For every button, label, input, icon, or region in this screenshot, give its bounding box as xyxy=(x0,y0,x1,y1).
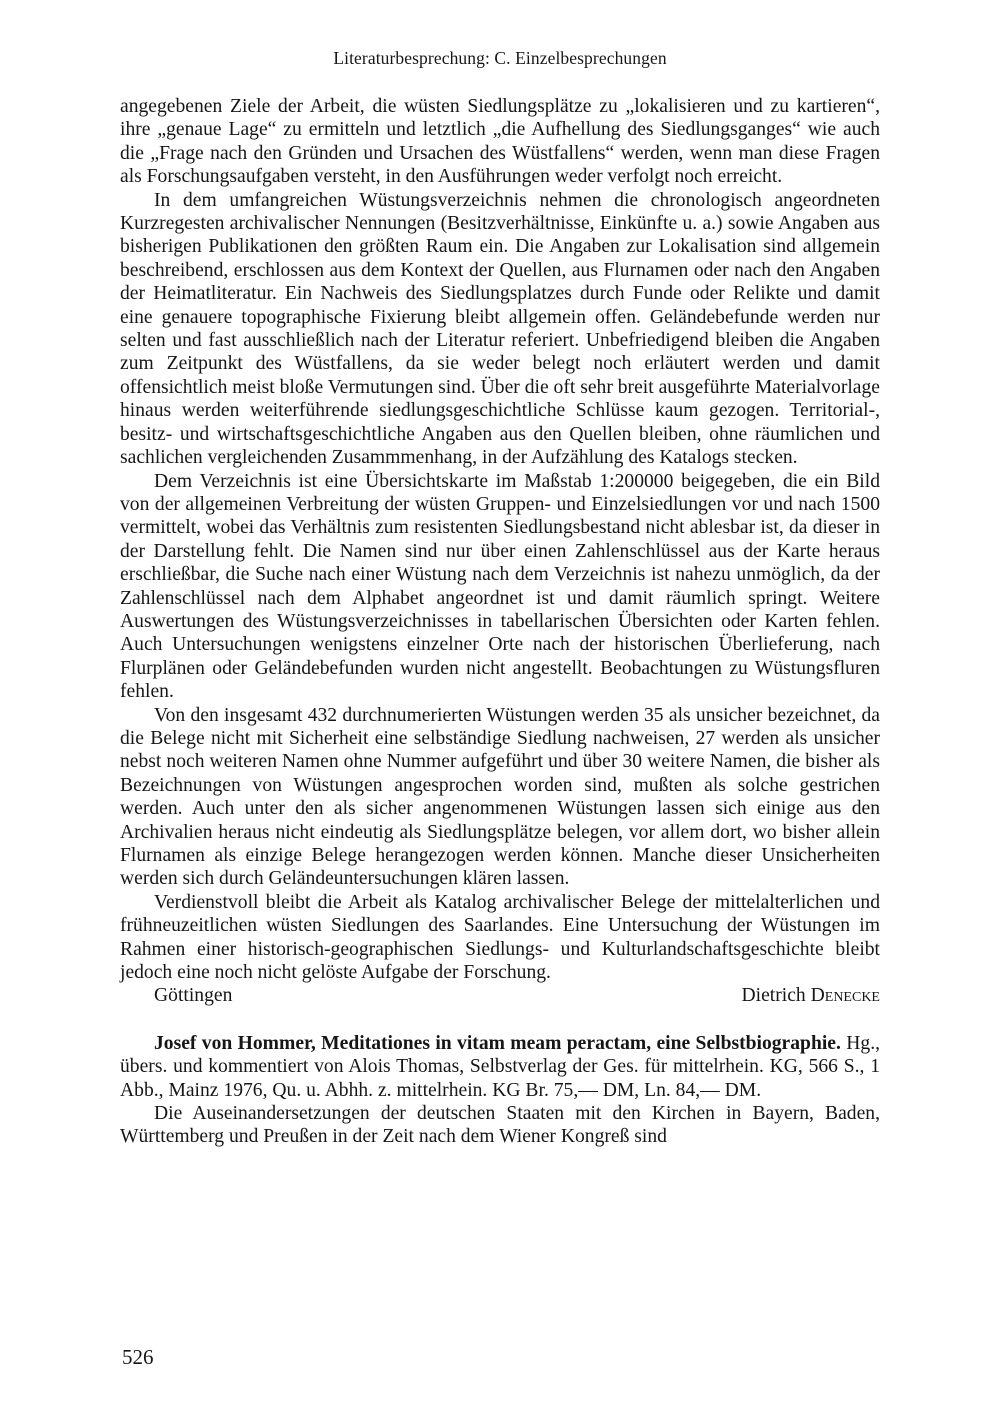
author-surname: Denecke xyxy=(810,985,880,1007)
book-bibliography: Hg., übers. und kommentiert von Alois Thomas, Selbstverlag der Ges. für mittelrhein. KG, 566 S., 1 Abb., Mainz 1976, Qu. u. Abhh. z. mittelrhein. KG Br. 75,— DM, Ln. 84,— DM. xyxy=(120,1032,880,1101)
book-title: Josef von Hommer, Meditationes in vitam meam peractam, eine Selbstbiographie. xyxy=(154,1032,841,1054)
document-page xyxy=(120,0,880,1419)
page-number: 526 xyxy=(122,1345,154,1369)
paragraph: Dem Verzeichnis ist eine Übersichtskarte im Maßstab 1:200000 beigegeben, die ein Bild von der allgemeinen Verbreitung der wüsten Gruppen- und Einzelsiedlungen vor und nach 1500 vermittelt, wobei das Verhältnis zum resistenten Siedlungsbestand nicht ablesbar ist, da dieser in der Darstellung fehlt. Die Namen sind nur über einen Zahlenschlüssel aus der Karte heraus erschließbar, die Suche nach einer Wüstung nach dem Verzeichnis ist nahezu unmöglich, da der Zahlenschlüssel nach dem Alphabet angeordnet ist und damit räumlich springt. Weitere Auswertungen des Wüstungsverzeichnisses in tabellarischen Übersichten oder Karten fehlen. Auch Untersuchungen wenigstens einzelner Orte nach der historischen Überlieferung, nach Flurplänen oder Geländebefunden wurden nicht angestellt. Beobachtungen zu Wüstungsfluren fehlen. xyxy=(120,470,880,703)
paragraph: Von den insgesamt 432 durchnumerierten Wüstungen werden 35 als unsicher bezeichnet, da die Belege nicht mit Sicherheit eine selbständige Siedlung nachweisen, 27 werden als unsicher nebst noch weiteren Namen ohne Nummer aufgeführt und über 30 weitere Namen, die bisher als Bezeichnungen von Wüstungen angesprochen worden sind, mußten als solche gestrichen werden. Auch unter den als sicher angenommenen Wüstungen lassen sich einige aus den Archivalien heraus nicht eindeutig als Siedlungsplätze belegen, vor allem dort, wo bisher allein Flurnamen als einzige Belege herangezogen werden können. Manche dieser Unsicherheiten werden sich durch Geländeuntersuchungen klären lassen. xyxy=(120,704,880,890)
signature-place: Göttingen xyxy=(154,985,233,1007)
review-entry-heading xyxy=(120,1032,880,1102)
section-gap xyxy=(120,1008,880,1032)
paragraph: In dem umfangreichen Wüstungsverzeichnis nehmen die chronologisch angeordneten Kurzregesten archivalischer Nennungen (Besitzverhältnisse, Einkünfte u. a.) sowie Angaben aus bisherigen Publikationen den größten Raum ein. Die Angaben zur Lokalisation sind allgemein beschreibend, erschlossen aus dem Kontext der Quellen, aus Flurnamen oder nach den Angaben der Heimatliteratur. Ein Nachweis des Siedlungsplatzes durch Funde oder Relikte und damit eine genauere topographische Fixierung bleibt allgemein offen. Geländebefunde werden nur selten und fast ausschließlich nach der Literatur referiert. Unbefriedigend bleiben die Angaben zum Zeitpunkt des Wüstfallens, da sie weder belegt noch erläutert werden und damit offensichtlich meist bloße Vermutungen sind. Über die oft sehr breit ausgeführte Materialvorlage hinaus werden weiterführende siedlungsgeschichtliche Schlüsse kaum gezogen. Territorial-, besitz- und wirtschaftsgeschichtliche Angaben aus den Quellen bleiben, ohne räumlichen und sachlichen vergleichenden Zusammmenhang, in der Aufzählung des Katalogs stecken. xyxy=(120,189,880,469)
main-text xyxy=(120,95,880,1149)
paragraph: Verdienstvoll bleibt die Arbeit als Katalog archivalischer Belege der mittelalterlichen und frühneuzeitlichen wüsten Siedlungen des Saarlandes. Eine Untersuchung der Wüstungen im Rahmen einer historisch-geographischen Siedlungs- und Kulturlandschaftsgeschichte bleibt jedoch eine noch nicht gelöste Aufgabe der Forschung. xyxy=(120,891,880,984)
running-header: Literaturbesprechung: C. Einzelbesprechungen xyxy=(333,48,667,68)
signature-author xyxy=(742,984,880,1007)
paragraph: angegebenen Ziele der Arbeit, die wüsten Siedlungsplätze zu „lokalisieren und zu kartieren“, ihre „genaue Lage“ zu ermitteln und letztlich „die Aufhellung des Siedlungsganges“ wie auch die „Frage nach den Gründen und Ursachen des Wüstfallens“ werden, wenn man diese Fragen als Forschungsaufgaben versteht, in den Ausführungen weder verfolgt noch erreicht. xyxy=(120,96,880,188)
author-given-name: Dietrich xyxy=(741,985,806,1007)
paragraph: Die Auseinandersetzungen der deutschen Staaten mit den Kirchen in Bayern, Baden, Württemberg und Preußen in der Zeit nach dem Wiener Kongreß sind xyxy=(120,1103,880,1148)
review-signature xyxy=(120,984,880,1007)
